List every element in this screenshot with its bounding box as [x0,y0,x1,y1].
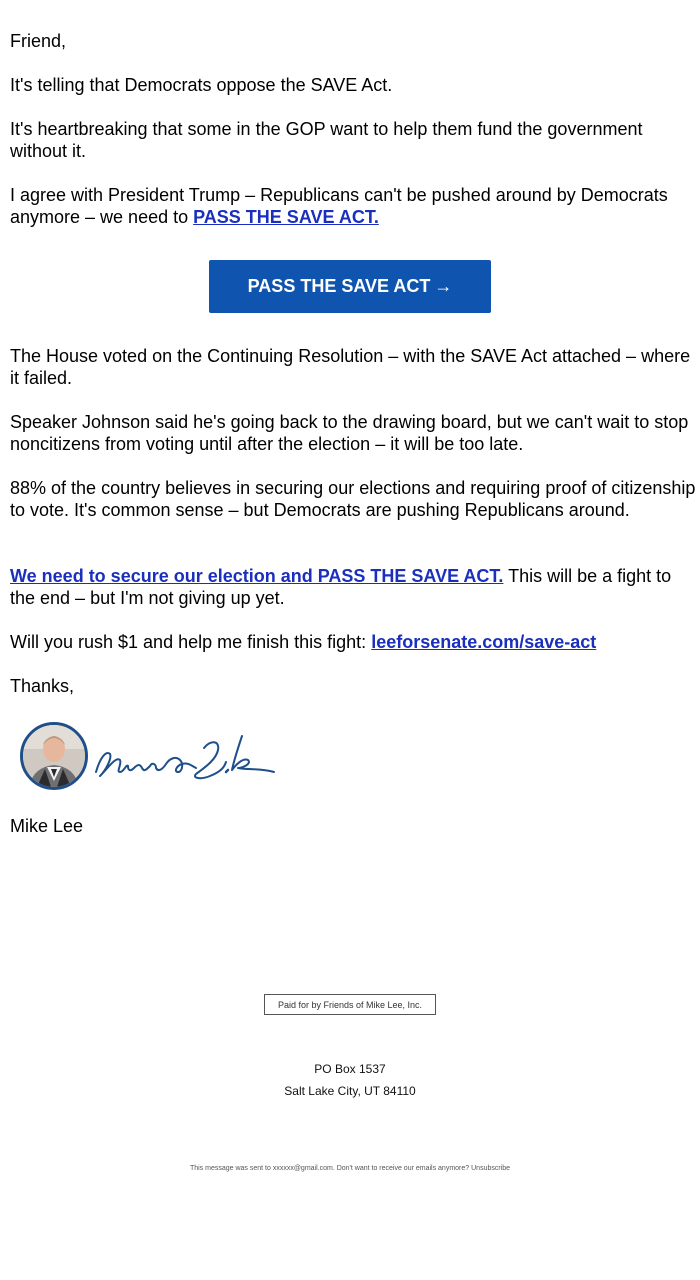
pass-save-act-button[interactable] [209,260,491,313]
secure-election-link[interactable]: We need to secure our election and PASS THE SAVE ACT. [10,566,504,586]
paragraph-house-voted: The House voted on the Continuing Resolution – with the SAVE Act attached – where it failed. [10,346,691,388]
signer-name: Mike Lee [10,816,84,836]
paragraph-rush-donation-text: Will you rush $1 and help me finish this fight: [10,632,372,652]
paragraph-speaker-johnson: Speaker Johnson said he's going back to the drawing board, but we can't wait to stop noncitizens from voting until after the election – it will be too late. [10,412,689,454]
unsubscribe-link[interactable]: Unsubscribe [471,1165,511,1172]
address-line-1: PO Box 1537 [314,1062,386,1076]
avatar [20,722,88,790]
paragraph-gop-fund: It's heartbreaking that some in the GOP want to help them fund the government without it. [10,119,643,161]
paragraph-democrats-oppose: It's telling that Democrats oppose the SAVE Act. [10,75,393,95]
paragraph-agree-trump [10,184,700,228]
signature-block [20,722,290,792]
pass-save-act-button-label: PASS THE SAVE ACT [247,276,431,296]
footer-text: This message was sent to xxxxxx@gmail.com. Don't want to receive our emails anymore? [189,1165,472,1172]
paragraph-secure-election [10,565,700,609]
paragraph-88-percent: 88% of the country believes in securing our elections and requiring proof of citizenship to vote. It's common sense – but Democrats are pushing Republicans around. [10,478,696,520]
greeting: Friend, [10,31,67,51]
pass-save-act-inline-link[interactable]: PASS THE SAVE ACT. [193,207,379,227]
signature-icon [92,728,277,790]
paragraph-rush-donation [10,631,700,653]
paragraph-secure-election-text: This will be a fight to the end – but I'm not giving up yet. [10,566,672,608]
paragraph-agree-trump-text: I agree with President Trump – Republicans can't be pushed around by Democrats anymore – we need to [10,185,668,227]
arrow-right-icon: → [434,276,453,296]
closing: Thanks, [10,676,75,696]
footer-notice [0,1165,700,1172]
address-line-2: Salt Lake City, UT 84110 [284,1084,416,1098]
save-act-url-link[interactable]: leeforsenate.com/save-act [371,632,597,652]
avatar-portrait-icon [23,725,85,787]
paid-for-disclaimer: Paid for by Friends of Mike Lee, Inc. [264,994,436,1015]
